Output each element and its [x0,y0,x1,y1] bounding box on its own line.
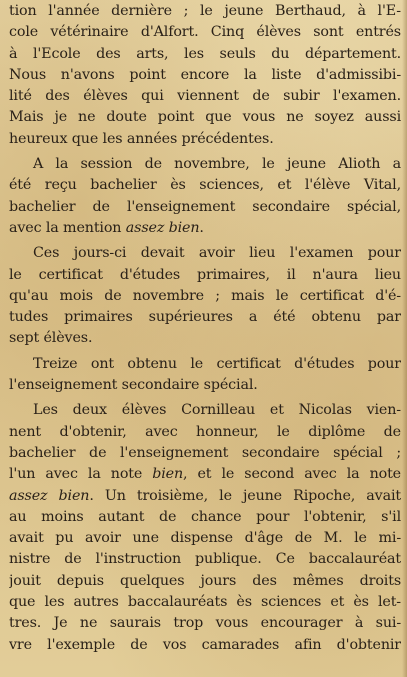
text-line: Les deux élèves Cornilleau et Nicolas vien- [33,402,401,419]
text-line: A la session de novembre, le jeune Alioth a [33,156,401,173]
article-column [9,1,401,656]
italic-run: assez bien [9,487,90,504]
text-line: Treize ont obtenu le certificat d'études pour [33,355,401,372]
text-run: . Un troisième, le jeune Ripoche, avait [89,487,401,504]
text-line: bachelier de l'enseignement secondaire spécial, [9,198,401,215]
text-line [9,464,401,485]
text-line: tres. Je ne saurais trop vous encourager à sui- [9,615,401,632]
paragraph-3 [9,243,401,349]
text-run: avec la mention [9,219,126,236]
text-line: que les autres baccalauréats ès sciences et ès let- [9,594,401,611]
text-line: Nous n'avons point encore la liste d'admissibi- [9,66,401,83]
text-line: l'enseignement secondaire spécial. [9,377,258,394]
text-line: qu'au mois de novembre ; mais le certificat d'é- [9,287,401,304]
text-line: été reçu bachelier ès sciences, et l'élève Vital, [9,177,401,194]
text-line: heureux que les années précédentes. [9,130,274,147]
text-line: Ces jours-ci devait avoir lieu l'examen pour [33,245,401,262]
text-line: cole vétérinaire d'Alfort. Cinq élèves sont entrés [9,24,401,41]
italic-run: assez bien [125,219,200,236]
text-line [9,486,401,507]
text-line [9,218,401,239]
text-line: sept élèves. [9,330,93,347]
paragraph-2 [9,154,401,239]
text-line: avait pu avoir une dispense d'âge de M. le mi- [9,530,401,547]
italic-run: bien [152,466,184,483]
text-run: , et le second avec la note [183,466,401,483]
text-line: le certificat d'études primaires, il n'aura lieu [9,266,401,283]
text-line: bachelier de l'enseignement secondaire spécial ; [9,444,401,461]
text-line: tion l'année dernière ; le jeune Berthaud, à l'E- [9,3,401,19]
paragraph-1 [9,1,401,150]
paragraph-5 [9,400,401,656]
text-line: nent d'obtenir, avec honneur, le diplôme de [9,423,401,440]
text-run: . [199,219,204,236]
text-line: jouit depuis quelques jours des mêmes droits [9,572,401,589]
text-line: tudes primaires supérieures a été obtenu par [9,309,401,326]
text-line: à l'Ecole des arts, les seuls du département. [9,45,401,62]
text-line: Mais je ne doute point que vous ne soyez aussi [9,109,401,126]
paper-fold-shadow [402,0,407,677]
text-line: nistre de l'instruction publique. Ce baccalauréat [9,551,401,568]
paragraph-4 [9,354,401,397]
text-line: lité des élèves qui viennent de subir l'examen. [9,88,401,105]
text-run: l'un avec la note [9,466,153,483]
text-line: au moins autant de chance pour l'obtenir, s'il [9,508,401,525]
text-line: vre l'exemple de vos camarades afin d'obtenir [9,636,401,653]
